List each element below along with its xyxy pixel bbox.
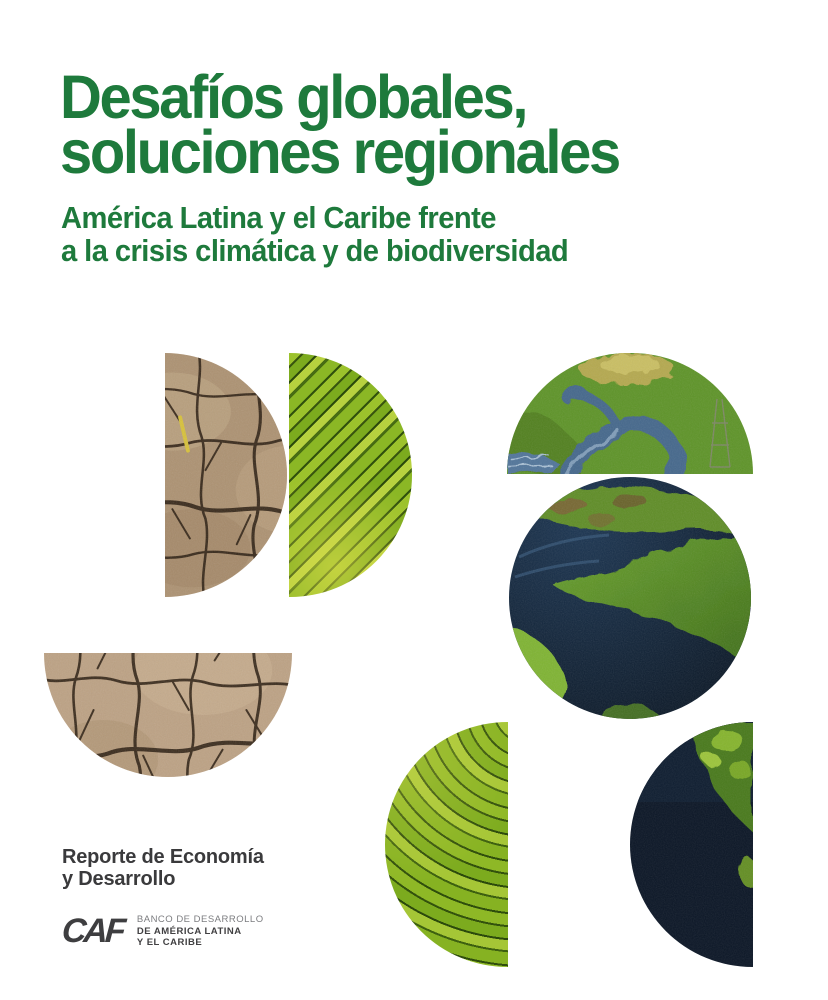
report-series-name: [62, 846, 264, 890]
caf-logo-line-3: Y EL CARIBE: [136, 937, 203, 949]
cracked-earth-artwork-2: [44, 653, 292, 777]
river-artwork-top: [507, 353, 753, 474]
caf-logo-text: [135, 914, 264, 949]
rainforest-river-circle-right: [509, 477, 751, 719]
caf-logo-line-2: DE AMÉRICA LATINA: [136, 925, 242, 937]
river-artwork-circle: [509, 477, 751, 719]
title-line-2: soluciones regionales: [60, 118, 619, 186]
caf-logo-line-1: BANCO DE DESARROLLO: [136, 914, 264, 925]
report-series-line-2: y Desarrollo: [62, 868, 176, 890]
river-artwork-dark: [630, 722, 753, 967]
subtitle-line-2: a la crisis climática y de biodiversidad: [61, 233, 569, 268]
rainforest-river-semicircle-bottom-right: [630, 722, 753, 967]
cracked-earth-semicircle-bottom-left: [44, 653, 292, 777]
report-series-line-1: Reporte de Economía: [62, 846, 264, 868]
cracked-earth-artwork: [165, 353, 287, 597]
farmland-semicircle-bottom-center: [385, 722, 508, 967]
caf-logo: [62, 914, 264, 949]
page-title: [60, 63, 619, 186]
title-line-1: Desafíos globales,: [60, 63, 527, 131]
farmland-semicircle-top: [289, 353, 412, 597]
subtitle-line-1: América Latina y el Caribe frente: [61, 200, 496, 235]
page-subtitle: [61, 201, 568, 267]
cracked-earth-semicircle-top-left: [165, 353, 287, 597]
rainforest-river-semicircle-top-right: [507, 353, 753, 474]
caf-logo-mark: CAF: [60, 912, 125, 951]
